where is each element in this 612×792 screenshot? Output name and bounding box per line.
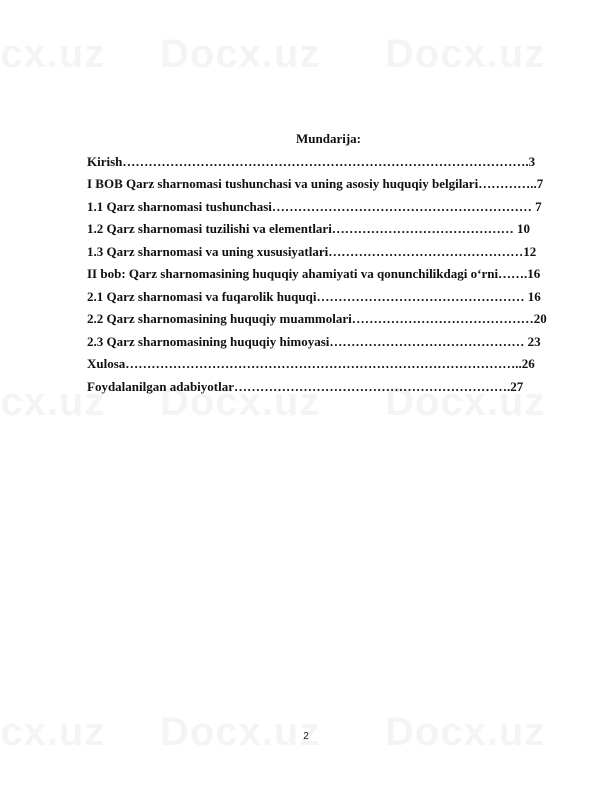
watermark-logo (385, 32, 545, 77)
toc-entry-2-2[interactable] (87, 308, 570, 331)
toc-entry-references[interactable]: Foydalanilgan adabiyotlar……………………………………………………….27 (87, 378, 524, 394)
toc-title: Mundarija: (296, 131, 361, 146)
toc-entry-text: 1.1 Qarz sharnomasi tushunchasi…………………………………………………… 7 (87, 198, 542, 214)
toc-entry-text: 2.2 Qarz sharnomasining huquqiy muammolari……………………………………20 (87, 311, 547, 326)
toc-entry-2-1[interactable] (87, 286, 570, 309)
toc-entry-text: 2.1 Qarz sharnomasi va fuqarolik huquqi………………………………………… 16 (87, 288, 541, 304)
toc-entry-1-1[interactable] (87, 196, 570, 219)
toc-entry-2-3[interactable] (87, 331, 570, 354)
watermark-logo (160, 32, 320, 77)
toc-entry-1-3[interactable] (87, 241, 570, 264)
watermark-logo (0, 32, 105, 77)
toc-entry-conclusion[interactable]: Xulosa………………………………………………………………………………..26 (87, 356, 535, 371)
toc-entry-text: 2.3 Qarz sharnomasining huquqiy himoyasi……………………………………… 23 (87, 333, 541, 349)
toc-entry-text: 1.2 Qarz sharnomasi tuzilishi va elementlari…………………………………… 10 (87, 221, 531, 236)
toc-entry-intro[interactable]: Kirish………………………………………………………………………………….3 (87, 153, 536, 169)
page-number: 2 (303, 731, 309, 742)
toc-entry-text: 1.3 Qarz sharnomasi va uning xususiyatlari………………………………………12 (87, 243, 537, 259)
toc-entry-text: II bob: Qarz sharnomasining huquqiy ahamiyati va qonunchilikdagi o‘rni…….16 (87, 266, 541, 281)
toc-entry-chapter-2[interactable] (87, 263, 570, 286)
table-of-contents (87, 128, 570, 398)
toc-entry-text: I BOB Qarz sharnomasi tushunchasi va uning asosiy huquqiy belgilari…………..7 (87, 176, 544, 191)
toc-entry-1-2[interactable] (87, 218, 570, 241)
toc-entry-chapter-1[interactable] (87, 173, 570, 196)
